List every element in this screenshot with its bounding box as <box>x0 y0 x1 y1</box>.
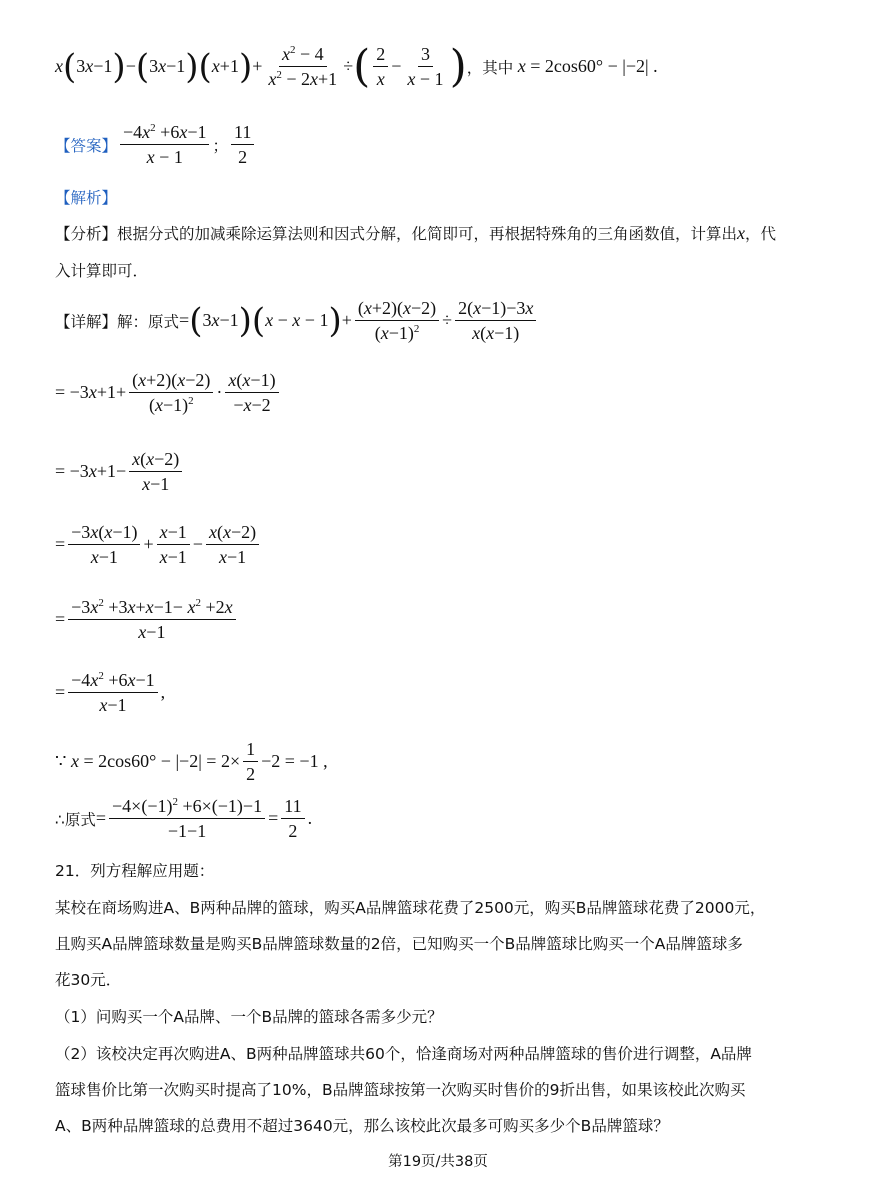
since-symbol: ∵ <box>55 751 67 772</box>
fenxi-label: 【分析】 <box>55 225 118 243</box>
question-21-part2-line1: （2）该校决定再次购进A、B两种品牌篮球共60个，恰逢商场对两种品牌篮球的售价进行调整，A品牌 <box>55 1045 752 1063</box>
detail-step-2: = −3x+1+ $\frac{(x+2)(x-2)}{(x-1)^2}$ · $\frac{x(x-1)}{-x-2}$ <box>55 368 282 418</box>
therefore-line: ∴原式 = $\frac{-4\times(-1)^2 +6\times(-1)-1}{-1-1}$ = $\frac{11}{2}$ . <box>55 796 313 842</box>
answer-label: 【答案】 <box>55 136 118 155</box>
page-footer: 第19页/共38页 <box>388 1154 488 1170</box>
detail-step-3: = −3x+1− $\frac{x(x-2)}{x-1}$ <box>55 447 185 497</box>
fenxi-text: 根据分式的加减乘除运算法则和因式分解，化简即可，再根据特殊角的三角函数值，计算出 <box>117 225 738 243</box>
question-21-part2-line3: A、B两种品牌篮球的总费用不超过3640元，那么该校此次最多可购买多少个B品牌篮球？ <box>55 1117 669 1135</box>
fraction: $\frac{2}{x}$ <box>373 42 388 92</box>
therefore-text: ∴原式 <box>55 810 96 829</box>
since-line: ∵ x = 2cos60° − |−2| = 2× $\frac{1}{2}$ −2 = −1 , <box>55 739 328 785</box>
answer-value: $\frac{11}{2}$ <box>228 120 257 170</box>
problem-expression: x ( 3x−1 ) − ( 3x−1 ) ( x+1 ) + $\frac{x^2 - 4}{x^2 - 2x+1}$ ÷ ( $\frac{2}{x}$ − $\frac{3}{x - 1}$ ) ，其中 x = 2cos60° − |−2| . <box>55 40 658 92</box>
analysis-fenxi <box>55 222 776 244</box>
question-21-part1: （1）问购买一个A品牌、一个B品牌的篮球各需多少元？ <box>55 1008 443 1026</box>
detail-line-1: 【详解】 解：原式 = ( 3x−1 ) ( x − x − 1 ) + $\frac{(x+2)(x-2)}{(x-1)^2}$ ÷ $\frac{2(x-1)-3x}{x(x-1)}$ <box>55 296 539 346</box>
question-21-line2: 且购买A品牌篮球数量是购买B品牌篮球数量的2倍，已知购买一个B品牌篮球比购买一个A品牌篮球多 <box>55 935 743 953</box>
fenxi-var: x <box>737 223 746 243</box>
question-21-line1: 某校在商场购进A、B两种品牌的篮球，购买A品牌篮球花费了2500元，购买B品牌篮球花费了2000元， <box>55 899 766 917</box>
question-21-title: 21．列方程解应用题： <box>55 862 215 880</box>
answer-expression: $\frac{-4x^2 +6x-1}{x - 1}$ <box>117 120 212 170</box>
detail-step-5: = $\frac{-3x^2 +3x+x-1- x^2 +2x}{x-1}$ <box>55 595 239 645</box>
answer-separator: ； <box>212 136 228 155</box>
question-21-line3: 花30元． <box>55 971 122 989</box>
analysis-label: 【解析】 <box>55 189 118 207</box>
detail-label: 【详解】 <box>55 312 118 331</box>
detail-step-6: = $\frac{-4x^2 +6x-1}{x-1}$ , <box>55 670 166 716</box>
analysis-fenxi-line2: 入计算即可． <box>55 262 149 280</box>
fenxi-text2: ，代 <box>745 225 777 243</box>
question-21-part2-line2: 篮球售价比第一次购买时提高了10%，B品牌篮球按第一次购买时售价的9折出售，如果该校此次购买 <box>55 1081 746 1099</box>
answer-line <box>55 120 257 170</box>
fraction: $\frac{3}{x - 1}$ <box>407 44 444 90</box>
detail-start: 解：原式 <box>117 312 180 331</box>
detail-step-4: = $\frac{-3x(x-1)}{x-1}$ + $\frac{x-1}{x-1}$ − $\frac{x(x-2)}{x-1}$ <box>55 520 262 570</box>
condition-label: ，其中 <box>466 58 514 77</box>
fraction: $\frac{x^2 - 4}{x^2 - 2x+1}$ <box>268 44 338 90</box>
